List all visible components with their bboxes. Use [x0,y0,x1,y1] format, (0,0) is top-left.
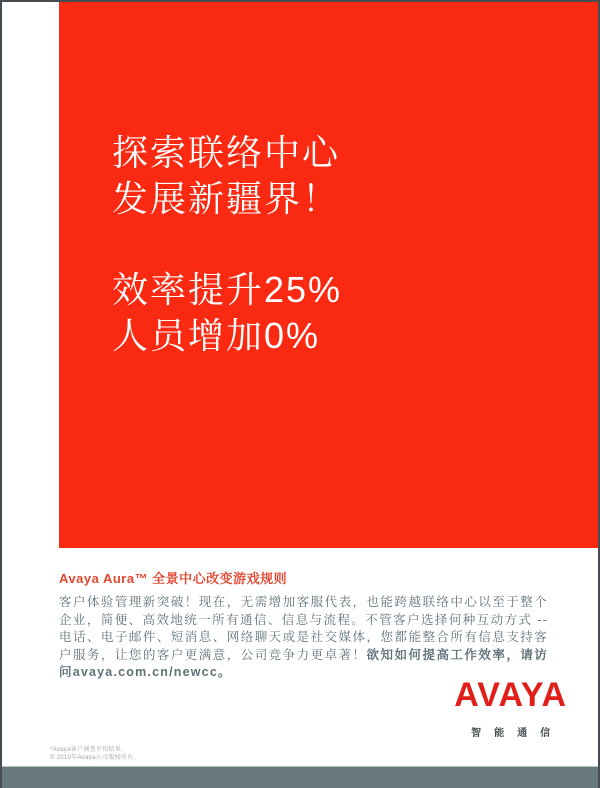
headline-spacer [112,222,342,267]
brand-block [454,678,567,739]
body-copy-section [59,568,548,682]
hero-red-block [59,2,598,548]
hero-headline [112,130,342,359]
copy-paragraph [59,594,548,682]
copy-heading: Avaya Aura™ 全景中心改变游戏规则 [59,571,288,586]
copy-paragraph-bold-cta: 欲知如何提高工作效率，请访问avaya.com.cn/newcc。 [59,647,548,679]
headline-line-1: 探索联络中心 [112,132,341,173]
footnotes [50,746,140,762]
copy-paragraph-regular: 客户体验管理新突破！现在，无需增加客服代表，也能跨越联络中心以至于整个企业，简便、高效地统一所有通信、信息与流程。不管客户选择何种互动方式 -- 电话、电子邮件、短消息、网络聊天或是社交媒体，您都能整合所有信息支持客户服务，让您的客户更满意，公司竞争力更卓著！ [59,595,548,662]
brand-tagline: 智能通信 [471,728,564,739]
footnote-line-1: *Avaya客户调查平均结果。 [50,747,128,753]
headline-line-2: 发展新疆界！ [112,178,341,219]
avaya-logo: AVAYA [454,676,567,714]
footnote-line-2: © 2010年Avaya公司版权所有。 [50,755,140,761]
stat-line-2: 人员增加0% [112,315,321,356]
stat-line-1: 效率提升25% [112,269,343,310]
bottom-slate-band [0,766,600,788]
